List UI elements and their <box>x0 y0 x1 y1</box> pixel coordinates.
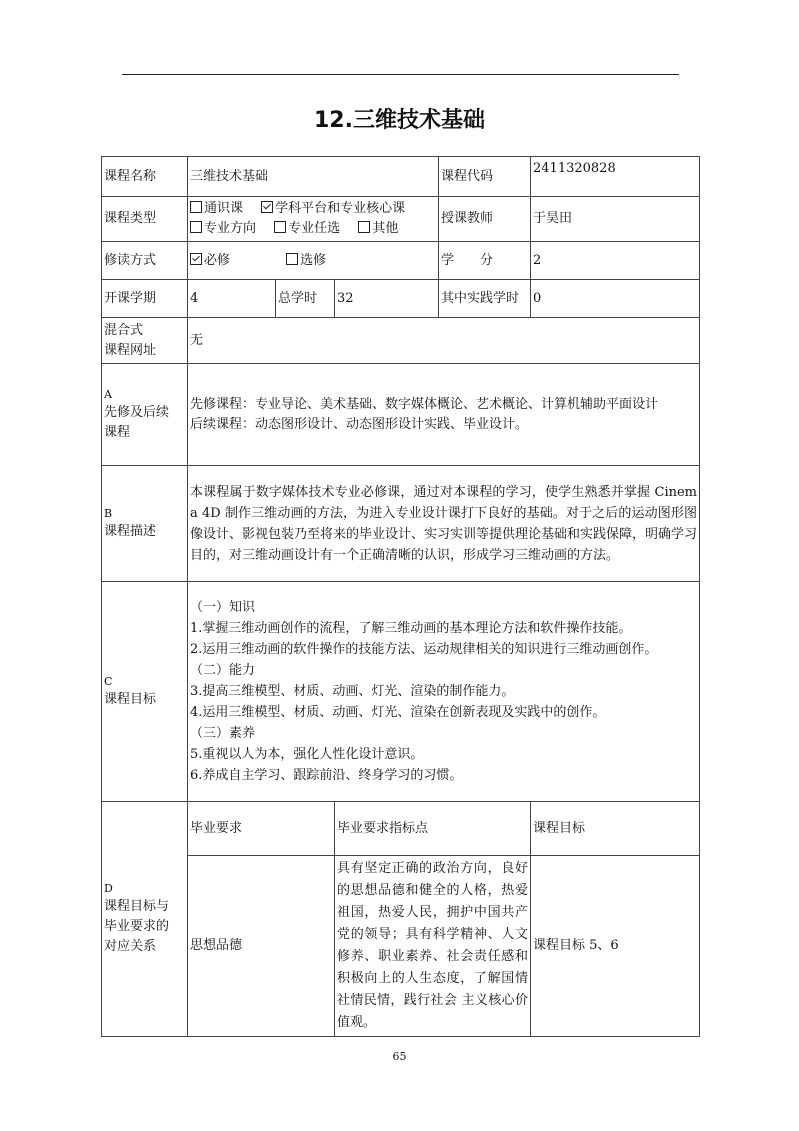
label-goals: C 课程目标 <box>102 582 188 802</box>
row-course-name <box>102 157 700 197</box>
option-other[interactable]: 其他 <box>358 221 398 236</box>
label-course-url: 混合式 课程网址 <box>102 318 188 364</box>
goal-line: （一）知识 <box>190 600 256 615</box>
course-info-table <box>101 156 700 1037</box>
mapping-indicator: 具有坚定正确的政治方向，良好的思想品德和健全的人格，热爱祖国，热爱人民，拥护中国共产党的领导；具有科学精神、人文修养、职业素养、社会责任感和积极向上的人生态度，了解国情社情民情，践行社会 主义核心价值观。 <box>335 856 531 1037</box>
value-goals <box>188 582 700 802</box>
row-term <box>102 280 700 318</box>
row-course-type <box>102 197 700 242</box>
label-practice-hours: 其中实践学时 <box>439 280 531 318</box>
goal-line: （三）素养 <box>190 726 256 741</box>
goal-line: （二）能力 <box>190 663 256 678</box>
label-credit: 学 分 <box>439 242 531 280</box>
value-teacher: 于昊田 <box>531 197 700 242</box>
row-mapping-header <box>102 802 700 856</box>
label-mapping: D 课程目标与 毕业要求的 对应关系 <box>102 802 188 1037</box>
option-core[interactable]: 学科平台和专业核心课 <box>261 201 405 216</box>
value-practice-hours: 0 <box>531 280 700 318</box>
checkbox-unchecked-icon <box>190 221 202 233</box>
goal-line: 1.掌握三维动画创作的流程，了解三维动画的基本理论方法和软件操作技能。 <box>190 621 632 636</box>
goal-line: 2.运用三维动画的软件操作的技能方法、运动规律相关的知识进行三维动画创作。 <box>190 642 658 657</box>
row-description <box>102 466 700 582</box>
label-total-hours: 总学时 <box>276 280 335 318</box>
option-general[interactable]: 通识课 <box>190 201 243 216</box>
goal-line: 5.重视以人为本，强化人性化设计意识。 <box>190 747 424 762</box>
study-mode-options <box>188 242 439 280</box>
row-prerequisites <box>102 364 700 466</box>
value-course-code: 2411320828 <box>531 157 700 197</box>
value-course-url: 无 <box>188 318 700 364</box>
value-prerequisites: 先修课程：专业导论、美术基础、数字媒体概论、艺术概论、计算机辅助平面设计 后续课程：动态图形设计、动态图形设计实践、毕业设计。 <box>188 364 700 466</box>
label-prerequisites: A 先修及后续 课程 <box>102 364 188 466</box>
label-course-name: 课程名称 <box>102 157 188 197</box>
label-course-code: 课程代码 <box>439 157 531 197</box>
label-term: 开课学期 <box>102 280 188 318</box>
value-term: 4 <box>188 280 276 318</box>
checkbox-unchecked-icon <box>358 221 370 233</box>
option-elective[interactable]: 专业任选 <box>274 221 340 236</box>
header-requirement: 毕业要求 <box>188 802 335 856</box>
checkbox-checked-icon <box>190 253 202 265</box>
option-direction[interactable]: 专业方向 <box>190 221 256 236</box>
label-teacher: 授课教师 <box>439 197 531 242</box>
checkbox-unchecked-icon <box>190 201 202 213</box>
row-study-mode <box>102 242 700 280</box>
checkbox-unchecked-icon <box>286 253 298 265</box>
header-course-goal: 课程目标 <box>531 802 700 856</box>
goal-line: 4.运用三维模型、材质、动画、灯光、渲染在创新表现及实践中的创作。 <box>190 705 606 720</box>
header-rule <box>122 74 679 75</box>
mapping-goal: 课程目标 5、6 <box>531 856 700 1037</box>
option-optional[interactable]: 选修 <box>286 253 326 268</box>
goal-line: 3.提高三维模型、材质、动画、灯光、渲染的制作能力。 <box>190 684 515 699</box>
checkbox-checked-icon <box>261 201 273 213</box>
course-type-options <box>188 197 439 242</box>
label-study-mode: 修读方式 <box>102 242 188 280</box>
row-course-url <box>102 318 700 364</box>
checkbox-unchecked-icon <box>274 221 286 233</box>
header-indicator: 毕业要求指标点 <box>335 802 531 856</box>
row-goals <box>102 582 700 802</box>
value-total-hours: 32 <box>335 280 439 318</box>
row-mapping-ideology <box>102 856 700 1037</box>
page-number: 65 <box>392 1050 407 1063</box>
option-required[interactable]: 必修 <box>190 253 230 268</box>
value-credit: 2 <box>531 242 700 280</box>
mapping-requirement: 思想品德 <box>188 856 335 1037</box>
value-description: 本课程属于数字媒体技术专业必修课，通过对本课程的学习，使学生熟悉并掌握 Cinema 4D 制作三维动画的方法，为进入专业设计课打下良好的基础。对于之后的运动图形图像设计、影视包装乃至将来的毕业设计、实习实训等提供理论基础和实践保障，明确学习目的，对三维动画设计有一个正确清晰的认识，形成学习三维动画的方法。 <box>188 466 700 582</box>
page-title: 12.三维技术基础 <box>314 108 485 133</box>
value-course-name: 三维技术基础 <box>188 157 439 197</box>
label-course-type: 课程类型 <box>102 197 188 242</box>
goal-line: 6.养成自主学习、跟踪前沿、终身学习的习惯。 <box>190 768 463 783</box>
label-description: B 课程描述 <box>102 466 188 582</box>
